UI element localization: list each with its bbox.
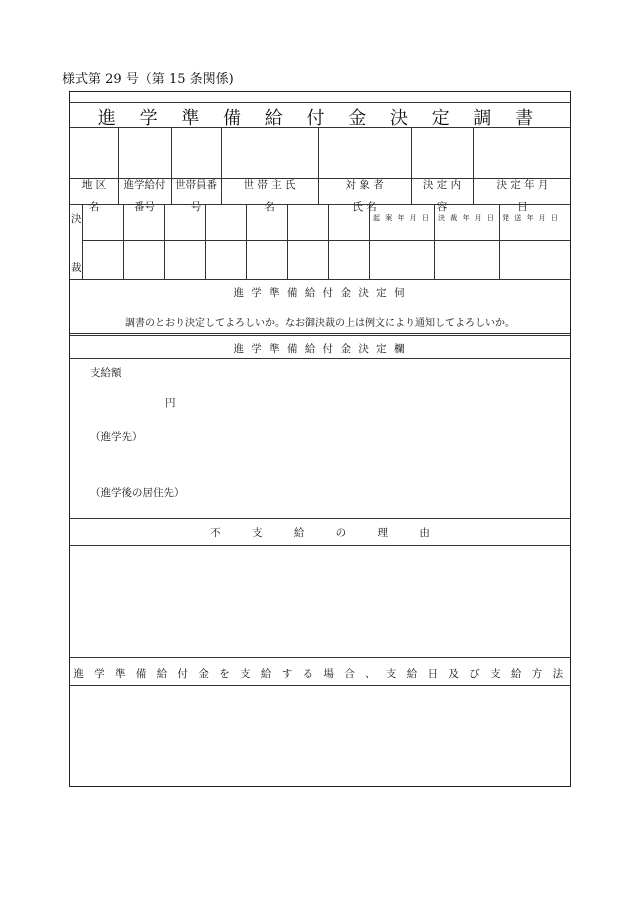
inquiry-title: 進 学 準 備 給 付 金 決 定 伺 xyxy=(233,287,407,299)
seal-divider xyxy=(246,204,247,279)
decision-section-title: 進 学 準 備 給 付 金 決 定 欄 xyxy=(233,343,407,355)
approval-label-top: 決 xyxy=(71,213,82,225)
school-label: （進学先） xyxy=(90,431,143,443)
header-area: 地 区 名 xyxy=(81,179,107,213)
header-target-person-name: 対 象 者 氏 名 xyxy=(345,179,384,213)
seal-divider xyxy=(164,204,165,279)
seal-divider xyxy=(369,204,370,279)
seal-divider xyxy=(123,204,124,279)
header-decision-date: 決 定 年 月 日 xyxy=(496,179,549,213)
payment-method-title-line xyxy=(70,685,570,686)
dispatch-date-label: 発 送 年 月 日 xyxy=(502,214,560,222)
date-col-divider xyxy=(499,204,500,279)
non-payment-title-line xyxy=(70,545,570,546)
header-benefit-number: 進学給付 番号 xyxy=(123,179,166,213)
seal-divider xyxy=(287,204,288,279)
approval-bottom-line xyxy=(70,279,570,280)
inquiry-bottom-line-2 xyxy=(70,335,570,336)
decision-bottom-line xyxy=(70,518,570,519)
inquiry-text: 調書のとおり決定してよろしいか。なお御決裁の上は例文により通知してよろしいか。 xyxy=(125,318,515,329)
data-row-divider xyxy=(70,204,570,205)
header-household-member-number: 世帯員番 号 xyxy=(175,179,217,213)
seal-divider xyxy=(328,204,329,279)
yen-label: 円 xyxy=(165,397,176,409)
decision-title-line xyxy=(70,358,570,359)
non-payment-bottom-line xyxy=(70,657,570,658)
non-payment-title: 不 支 給 の 理 由 xyxy=(210,527,444,539)
approval-date-label: 決 裁 年 月 日 xyxy=(438,214,496,222)
residence-label: （進学後の居住先） xyxy=(90,487,185,499)
seal-divider xyxy=(205,204,206,279)
approval-label-bottom: 裁 xyxy=(71,262,82,274)
title-divider xyxy=(70,127,570,128)
approval-mid-line xyxy=(82,240,570,241)
header-decision-content: 決 定 内 容 xyxy=(422,179,462,213)
form-number: 様式第 29 号（第 15 条関係) xyxy=(62,72,234,87)
date-col-divider xyxy=(434,204,435,279)
top-strip-line xyxy=(70,102,570,103)
amount-label: 支給額 xyxy=(90,367,122,379)
header-householder-name: 世 帯 主 氏 名 xyxy=(243,179,296,213)
inquiry-bottom-line xyxy=(70,333,570,334)
draft-date-label: 起 案 年 月 日 xyxy=(373,214,431,222)
decision-form xyxy=(69,91,571,787)
form-title: 進 学 準 備 給 付 金 決 定 調 書 xyxy=(97,108,543,129)
header-row-divider xyxy=(70,178,570,179)
approval-label-divider xyxy=(82,204,83,279)
payment-method-title: 進 学 準 備 給 付 金 を 支 給 す る 場 合 、 支 給 日 及 び 支 給 方 法 xyxy=(73,668,567,680)
